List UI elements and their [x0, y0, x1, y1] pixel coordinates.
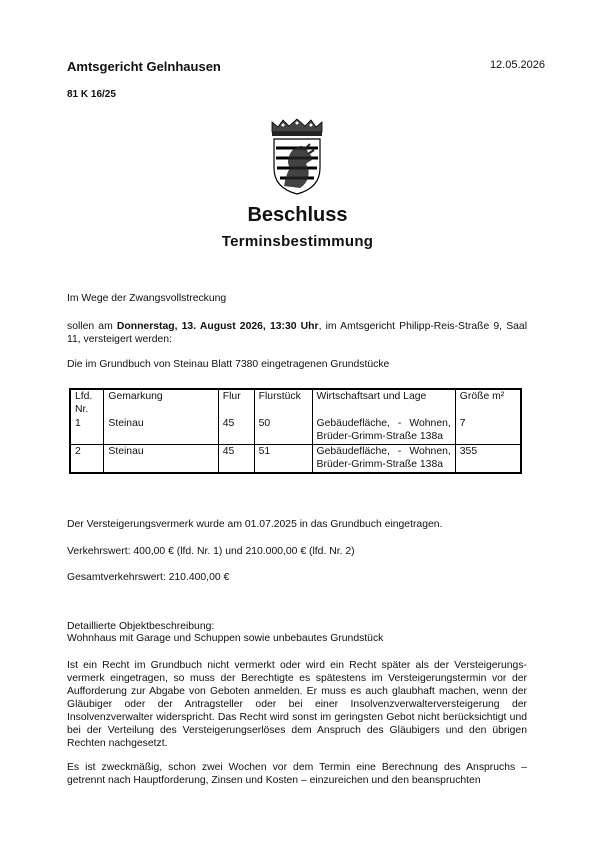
table-cell: 1 — [70, 417, 104, 445]
table-header-cell: Größe m² — [455, 389, 521, 417]
page-subtitle: Terminsbestimmung — [221, 233, 374, 250]
table-cell: Steinau — [104, 417, 218, 445]
termin-prefix: sollen am — [67, 321, 117, 332]
table-cell: Gebäudefläche, - Wohnen, Brüder-Grimm-Straße 138a — [312, 445, 455, 474]
grundbuch-text: Die im Grundbuch von Steinau Blatt 7380 eingetragenen Grundstücke — [67, 359, 390, 370]
termin-suffix: , im Amtsgericht Philipp-Reis-Straße 9, Saal 11, versteigert werden: — [67, 321, 527, 345]
table-cell: 2 — [70, 445, 104, 474]
coat-of-arms-icon — [268, 118, 326, 196]
document-date: 12.05.2026 — [489, 59, 545, 71]
zweck-paragraph: Es ist zweckmäßig, schon zwei Wochen vor dem Termin eine Berechnung des Anspruchs – getrennt nach Hauptforderung, Zinsen und Kosten – einzureichen und den beanspruchten — [67, 762, 527, 786]
termin-datetime: Donnerstag, 13. August 2026, 13:30 Uhr — [116, 321, 319, 332]
court-name: Amtsgericht Gelnhausen — [67, 59, 221, 74]
table-cell: 51 — [254, 445, 312, 474]
page-title: Beschluss — [247, 204, 348, 226]
table-row — [70, 417, 521, 445]
objekt-label: Detaillierte Objektbeschreibung: — [67, 621, 215, 632]
termin-paragraph — [67, 320, 527, 346]
table-header-row — [70, 389, 521, 417]
table-cell: 355 — [455, 445, 521, 474]
table-cell: Steinau — [104, 445, 218, 474]
case-number: 81 K 16/25 — [67, 89, 116, 100]
objekt-text: Wohnhaus mit Garage und Schuppen sowie unbebautes Grundstück — [67, 633, 384, 644]
intro-text: Im Wege der Zwangsvollstreckung — [67, 293, 227, 304]
table-header-cell: Wirtschaftsart und Lage — [312, 389, 455, 417]
grundstuecke-table — [69, 388, 522, 474]
table-header-cell: Flur — [218, 389, 254, 417]
table-cell: 7 — [455, 417, 521, 445]
verkehrswert-text: Verkehrswert: 400,00 € (lfd. Nr. 1) und 210.000,00 € (lfd. Nr. 2) — [67, 546, 355, 557]
table-header-cell: Flurstück — [254, 389, 312, 417]
table-header-cell: Lfd. Nr. — [70, 389, 104, 417]
table-cell: Gebäudefläche, - Wohnen, Brüder-Grimm-Straße 138a — [312, 417, 455, 445]
table-cell: 50 — [254, 417, 312, 445]
recht-paragraph: Ist ein Recht im Grundbuch nicht vermerkt oder wird ein Recht später als der Versteigerungs-vermerk eingetragen, so muss der Berechtigte es spätestens im Versteigerungstermin vor der Aufforderung zur Abgabe von Geboten anmelden. Er muss es auch glaubhaft machen, wenn der Gläubiger oder der Antragsteller oder bei einer Insolvenzverwalterversteigerung der Insolvenzverwalter widerspricht. Das Recht wird sonst im geringsten Gebot nicht berücksichtigt und bei der Verteilung des Versteigerungserlöses dem Anspruch des Gläubigers und den übrigen Rechten nachgesetzt. — [67, 660, 527, 749]
table-cell: 45 — [218, 445, 254, 474]
table-cell: 45 — [218, 417, 254, 445]
vermerk-text: Der Versteigerungsvermerk wurde am 01.07.2025 in das Grundbuch eingetragen. — [67, 519, 443, 530]
gesamtverkehrswert-text: Gesamtverkehrswert: 210.400,00 € — [67, 572, 230, 583]
table-row — [70, 445, 521, 474]
table-header-cell: Gemarkung — [104, 389, 218, 417]
